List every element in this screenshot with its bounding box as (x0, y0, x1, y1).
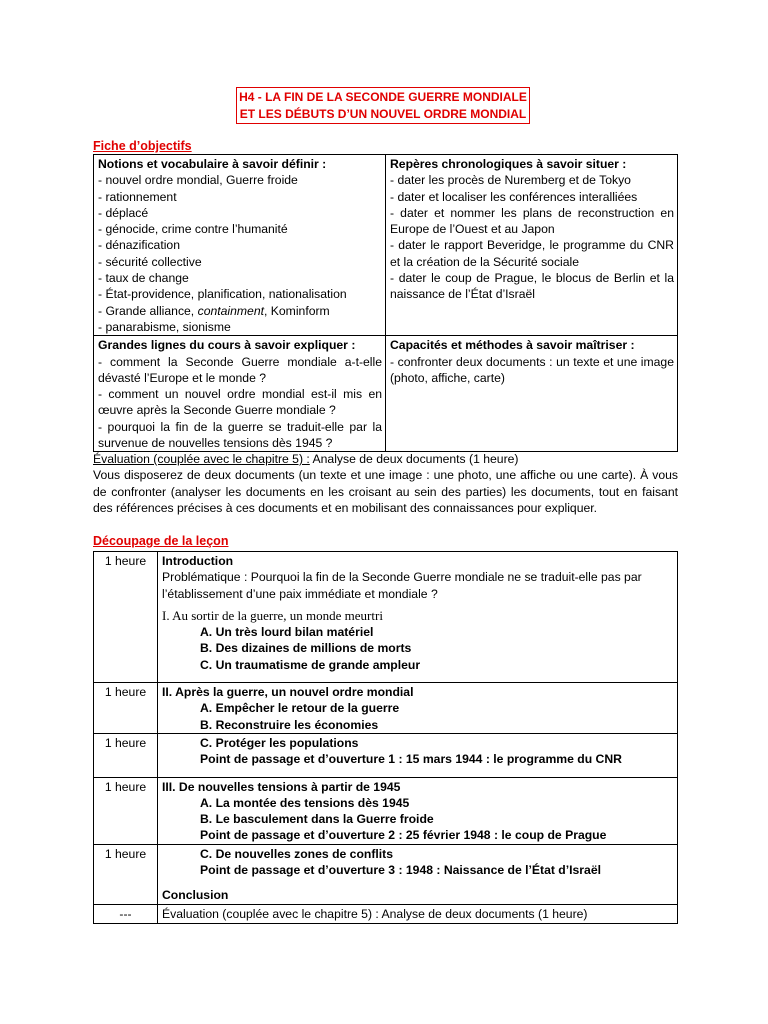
notions-item: - déplacé (98, 205, 149, 220)
notions-item: - rationnement (98, 189, 177, 204)
title-line-1: H4 - LA FIN DE LA SECONDE GUERRE MONDIALE (239, 90, 527, 104)
lesson-hours: 1 heure (94, 777, 158, 844)
lesson-passage: Point de passage et d’ouverture 1 : 15 mars 1944 : le programme du CNR (200, 752, 622, 767)
lesson-content (158, 683, 678, 734)
lesson-content (158, 904, 678, 923)
lesson-subpart: C. De nouvelles zones de conflits (200, 846, 394, 861)
lesson-subpart: C. Protéger les populations (200, 735, 359, 750)
notions-item-alliance (98, 303, 382, 319)
lesson-hours: 1 heure (94, 844, 158, 904)
capacites-item: - confronter deux documents : un texte et une image (photo, affiche, carte) (390, 354, 674, 385)
lesson-part-title (162, 608, 674, 624)
lesson-subpart: A. Un très lourd bilan matériel (200, 625, 374, 640)
lesson-content (158, 844, 678, 904)
evaluation-text: Vous disposerez de deux documents (un texte et une image : une photo, une affiche ou une carte). À vous de confronter (analyser les documents en les croisant au sein des parties) les documents, tout en faisant des références précises à ces documents et en mobilisant des connaissances pour expliquer. (93, 468, 678, 515)
lesson-subpart: C. Un traumatisme de grande ampleur (200, 657, 421, 672)
notions-item: - nouvel ordre mondial, Guerre froide (98, 173, 298, 188)
reperes-item: - dater et nommer les plans de reconstruction en Europe de l’Ouest et au Japon (390, 205, 674, 237)
reperes-item: - dater et localiser les conférences interalliées (390, 189, 638, 204)
lesson-conclusion: Conclusion (162, 888, 229, 903)
lesson-hours: 1 heure (94, 683, 158, 734)
notions-cell (94, 155, 386, 336)
lesson-part-title: III. De nouvelles tensions à partir de 1945 (162, 779, 401, 794)
alliance-suffix: , Kominform (264, 303, 330, 318)
lesson-subpart: B. Le basculement dans la Guerre froide (200, 812, 434, 827)
objectives-row-1 (94, 155, 678, 336)
lesson-content (158, 552, 678, 683)
reperes-item: - dater le coup de Prague, le blocus de Berlin et la naissance de l’État d’Israël (390, 271, 674, 302)
evaluation-line (93, 451, 678, 467)
capacites-title: Capacités et méthodes à savoir maîtriser : (390, 338, 635, 353)
capacites-cell (386, 336, 678, 452)
lesson-passage: Point de passage et d’ouverture 2 : 25 février 1948 : le coup de Prague (200, 828, 607, 843)
notions-item: - panarabisme, sionisme (98, 319, 231, 334)
lesson-hours: --- (94, 904, 158, 923)
lesson-row (94, 733, 678, 777)
reperes-title: Repères chronologiques à savoir situer : (390, 157, 627, 171)
title-line-2: ET LES DÉBUTS D’UN NOUVEL ORDRE MONDIAL (239, 106, 527, 121)
lesson-row (94, 777, 678, 844)
notions-item: - État-providence, planification, nationalisation (98, 287, 347, 302)
reperes-item: - dater le rapport Beveridge, le programme du CNR et la création de la Sécurité sociale (390, 238, 674, 269)
lesson-passage: Point de passage et d’ouverture 3 : 1948 : Naissance de l’État d’Israël (200, 863, 601, 878)
lesson-row (94, 844, 678, 904)
lesson-problematique: Problématique : Pourquoi la fin de la Seconde Guerre mondiale ne se traduit-elle pas par l’établissement d’une paix immédiate et mondiale ? (162, 570, 642, 601)
lesson-evaluation: Évaluation (couplée avec le chapitre 5) : Analyse de deux documents (1 heure) (162, 906, 588, 921)
lesson-subpart: B. Reconstruire les économies (200, 717, 379, 732)
objectives-row-2 (94, 336, 678, 452)
lesson-hours: 1 heure (94, 552, 158, 683)
lesson-content (158, 777, 678, 844)
lesson-row (94, 904, 678, 923)
lesson-part-title: II. Après la guerre, un nouvel ordre mondial (162, 685, 414, 700)
lesson-intro: Introduction (162, 554, 234, 568)
alliance-prefix: - Grande alliance, (98, 303, 198, 318)
evaluation-label-rest: Analyse de deux documents (1 heure) (309, 452, 519, 466)
lesson-subpart: A. La montée des tensions dès 1945 (200, 795, 410, 810)
grandes-lignes-title: Grandes lignes du cours à savoir expliquer : (98, 338, 356, 353)
grandes-lignes-cell (94, 336, 386, 452)
lesson-table (93, 551, 678, 924)
lesson-content (158, 733, 678, 777)
grandes-lignes-item: - pourquoi la fin de la guerre se traduit-elle par la survenue de nouvelles tensions dès 1945 ? (98, 419, 382, 451)
notions-item: - sécurité collective (98, 254, 202, 269)
part-title-text: I. Au sortir de la guerre, un monde meurtri (162, 607, 383, 623)
evaluation-block (93, 451, 678, 516)
evaluation-label: Évaluation (couplée avec le chapitre 5) : (93, 452, 310, 466)
reperes-cell (386, 155, 678, 336)
objectives-table (93, 154, 678, 452)
notions-item: - dénazification (98, 238, 180, 253)
lesson-row (94, 683, 678, 734)
notions-title: Notions et vocabulaire à savoir définir : (98, 157, 327, 171)
lesson-subpart: A. Empêcher le retour de la guerre (200, 701, 400, 716)
lesson-row (94, 552, 678, 683)
objectives-heading: Fiche d’objectifs (93, 139, 192, 153)
decoupage-heading: Découpage de la leçon (93, 534, 229, 548)
grandes-lignes-item: - comment un nouvel ordre mondial est-il mis en œuvre après la Seconde Guerre mondiale ? (98, 387, 382, 418)
notions-item: - taux de change (98, 271, 189, 286)
notions-item: - génocide, crime contre l’humanité (98, 222, 288, 237)
grandes-lignes-item: - comment la Seconde Guerre mondiale a-t-elle dévasté l’Europe et le monde ? (98, 354, 382, 385)
reperes-item: - dater les procès de Nuremberg et de Tokyo (390, 173, 631, 188)
document-title (236, 87, 530, 124)
lesson-subpart: B. Des dizaines de millions de morts (200, 641, 412, 656)
lesson-hours: 1 heure (94, 733, 158, 777)
alliance-italic: containment (197, 303, 264, 318)
